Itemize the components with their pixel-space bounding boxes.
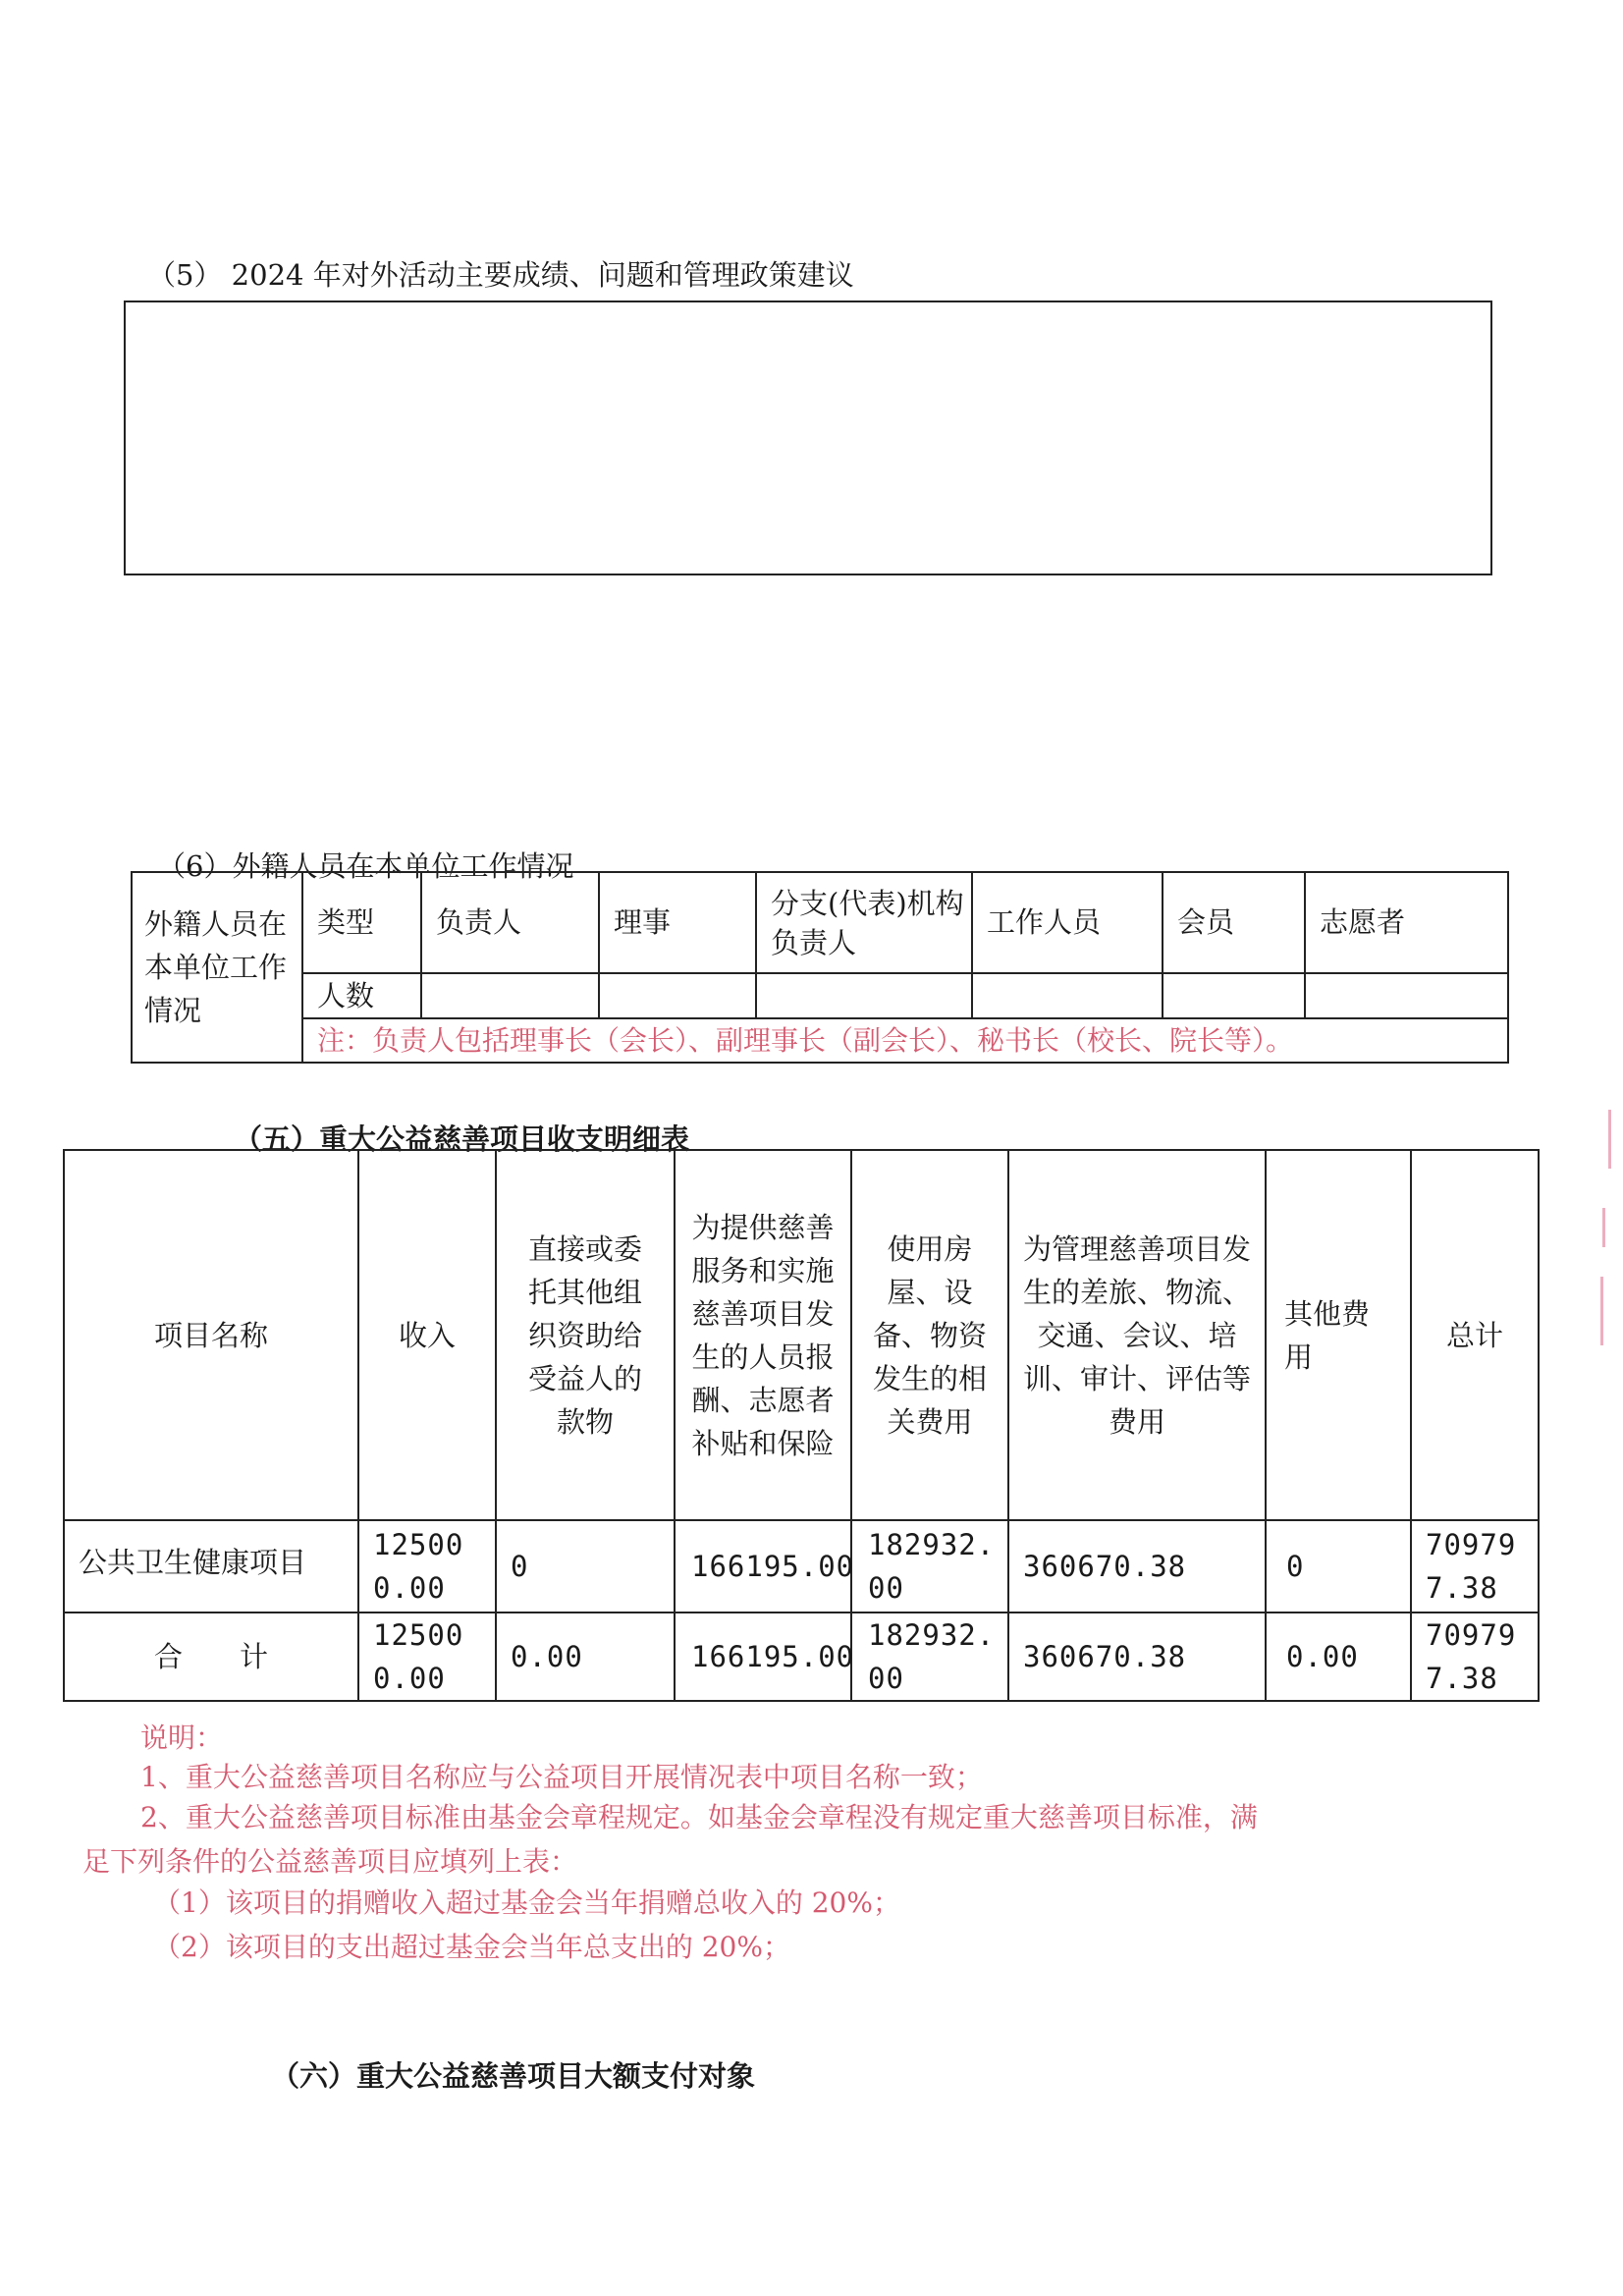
col-label: 工作人员 — [987, 905, 1102, 939]
cell-total: 709797.38 — [1411, 1613, 1539, 1701]
seal-stamp-fragment — [1608, 1110, 1617, 1169]
section5-heading: （5） 2024 年对外活动主要成绩、问题和管理政策建议 — [147, 258, 854, 292]
header-label: 其他费用 — [1284, 1296, 1371, 1374]
count-cell[interactable] — [1163, 973, 1305, 1018]
type-label: 类型 — [317, 905, 375, 939]
cell-other-costs: 0.00 — [1266, 1613, 1411, 1701]
col-header — [972, 872, 1163, 973]
table-row — [64, 1520, 1539, 1613]
row-header-label: 外籍人员在本单位工作情况 — [144, 907, 288, 1027]
section-six-heading: （六）重大公益慈善项目大额支付对象 — [271, 2059, 756, 2093]
col-label: 负责人 — [436, 905, 522, 939]
col-label: 分支(代表)机构负责人 — [771, 886, 964, 959]
cell-direct-grants: 0.00 — [496, 1613, 675, 1701]
seal-stamp-fragment — [1600, 1277, 1613, 1345]
count-cell[interactable] — [756, 973, 972, 1018]
header-label: 收入 — [398, 1318, 456, 1352]
col-header — [1305, 872, 1508, 973]
notes-title: 说明： — [140, 1722, 224, 1754]
total-row — [64, 1613, 1539, 1701]
cell-project-name: 公共卫生健康项目 — [64, 1520, 358, 1613]
header-label: 总计 — [1445, 1318, 1503, 1352]
count-label: 人数 — [317, 978, 375, 1012]
cell-management-costs: 360670.38 — [1008, 1613, 1266, 1701]
note-item: （1）该项目的捐赠收入超过基金会当年捐赠总收入的 20%； — [153, 1886, 900, 1919]
col-label: 会员 — [1177, 905, 1235, 939]
count-cell[interactable] — [599, 973, 756, 1018]
header-facility-costs — [851, 1150, 1008, 1520]
cell-total: 709797.38 — [1411, 1520, 1539, 1613]
note-item: 1、重大公益慈善项目名称应与公益项目开展情况表中项目名称一致； — [140, 1761, 983, 1793]
header-management-costs — [1008, 1150, 1266, 1520]
foreign-staff-note: 注：负责人包括理事长（会长）、副理事长（副会长）、秘书长（校长、院长等）。 — [302, 1018, 1508, 1063]
count-cell[interactable] — [972, 973, 1163, 1018]
table5-heading: （五）重大公益慈善项目收支明细表 — [234, 1122, 690, 1156]
cell-income: 125000.00 — [358, 1520, 496, 1613]
count-cell[interactable] — [421, 973, 599, 1018]
header-label: 使用房屋、设备、物资发生的相关费用 — [872, 1231, 987, 1439]
type-label-cell — [302, 872, 421, 973]
cell-total-label: 合 计 — [64, 1613, 358, 1701]
section6-heading: （6）外籍人员在本单位工作情况 — [157, 849, 574, 883]
cell-facility-costs: 182932.00 — [851, 1613, 1008, 1701]
foreign-staff-table — [131, 871, 1509, 1064]
count-cell[interactable] — [1305, 973, 1508, 1018]
cell-personnel-costs: 166195.00 — [675, 1520, 851, 1613]
cell-personnel-costs: 166195.00 — [675, 1613, 851, 1701]
header-label: 直接或委托其他组织资助给受益人的款物 — [527, 1231, 642, 1439]
cell-income: 125000.00 — [358, 1613, 496, 1701]
note-item: 足下列条件的公益慈善项目应填列上表： — [82, 1845, 578, 1878]
header-project-name — [64, 1150, 358, 1520]
col-header — [421, 872, 599, 973]
seal-stamp-fragment — [1602, 1208, 1611, 1247]
col-header — [756, 872, 972, 973]
col-label: 理事 — [614, 905, 672, 939]
col-header — [599, 872, 756, 973]
count-label-cell — [302, 973, 421, 1018]
header-label: 为管理慈善项目发生的差旅、物流、交通、会议、培训、审计、评估等费用 — [1022, 1231, 1251, 1439]
cell-other-costs: 0 — [1266, 1520, 1411, 1613]
header-other-costs — [1266, 1150, 1411, 1520]
cell-direct-grants: 0 — [496, 1520, 675, 1613]
col-header — [1163, 872, 1305, 973]
note-item: 2、重大公益慈善项目标准由基金会章程规定。如基金会章程没有规定重大慈善项目标准，满 — [140, 1801, 1258, 1833]
charity-project-table — [63, 1149, 1540, 1702]
header-label: 为提供慈善服务和实施慈善项目发生的人员报酬、志愿者补贴和保险 — [691, 1210, 835, 1460]
row-header-cell — [132, 872, 302, 1063]
note-item: （2）该项目的支出超过基金会当年总支出的 20%； — [153, 1931, 790, 1963]
header-personnel-costs — [675, 1150, 851, 1520]
section5-content-box — [124, 301, 1492, 575]
header-income — [358, 1150, 496, 1520]
header-label: 项目名称 — [153, 1318, 268, 1352]
col-label: 志愿者 — [1320, 905, 1406, 939]
cell-facility-costs: 182932.00 — [851, 1520, 1008, 1613]
cell-management-costs: 360670.38 — [1008, 1520, 1266, 1613]
header-total — [1411, 1150, 1539, 1520]
header-direct-grants — [496, 1150, 675, 1520]
